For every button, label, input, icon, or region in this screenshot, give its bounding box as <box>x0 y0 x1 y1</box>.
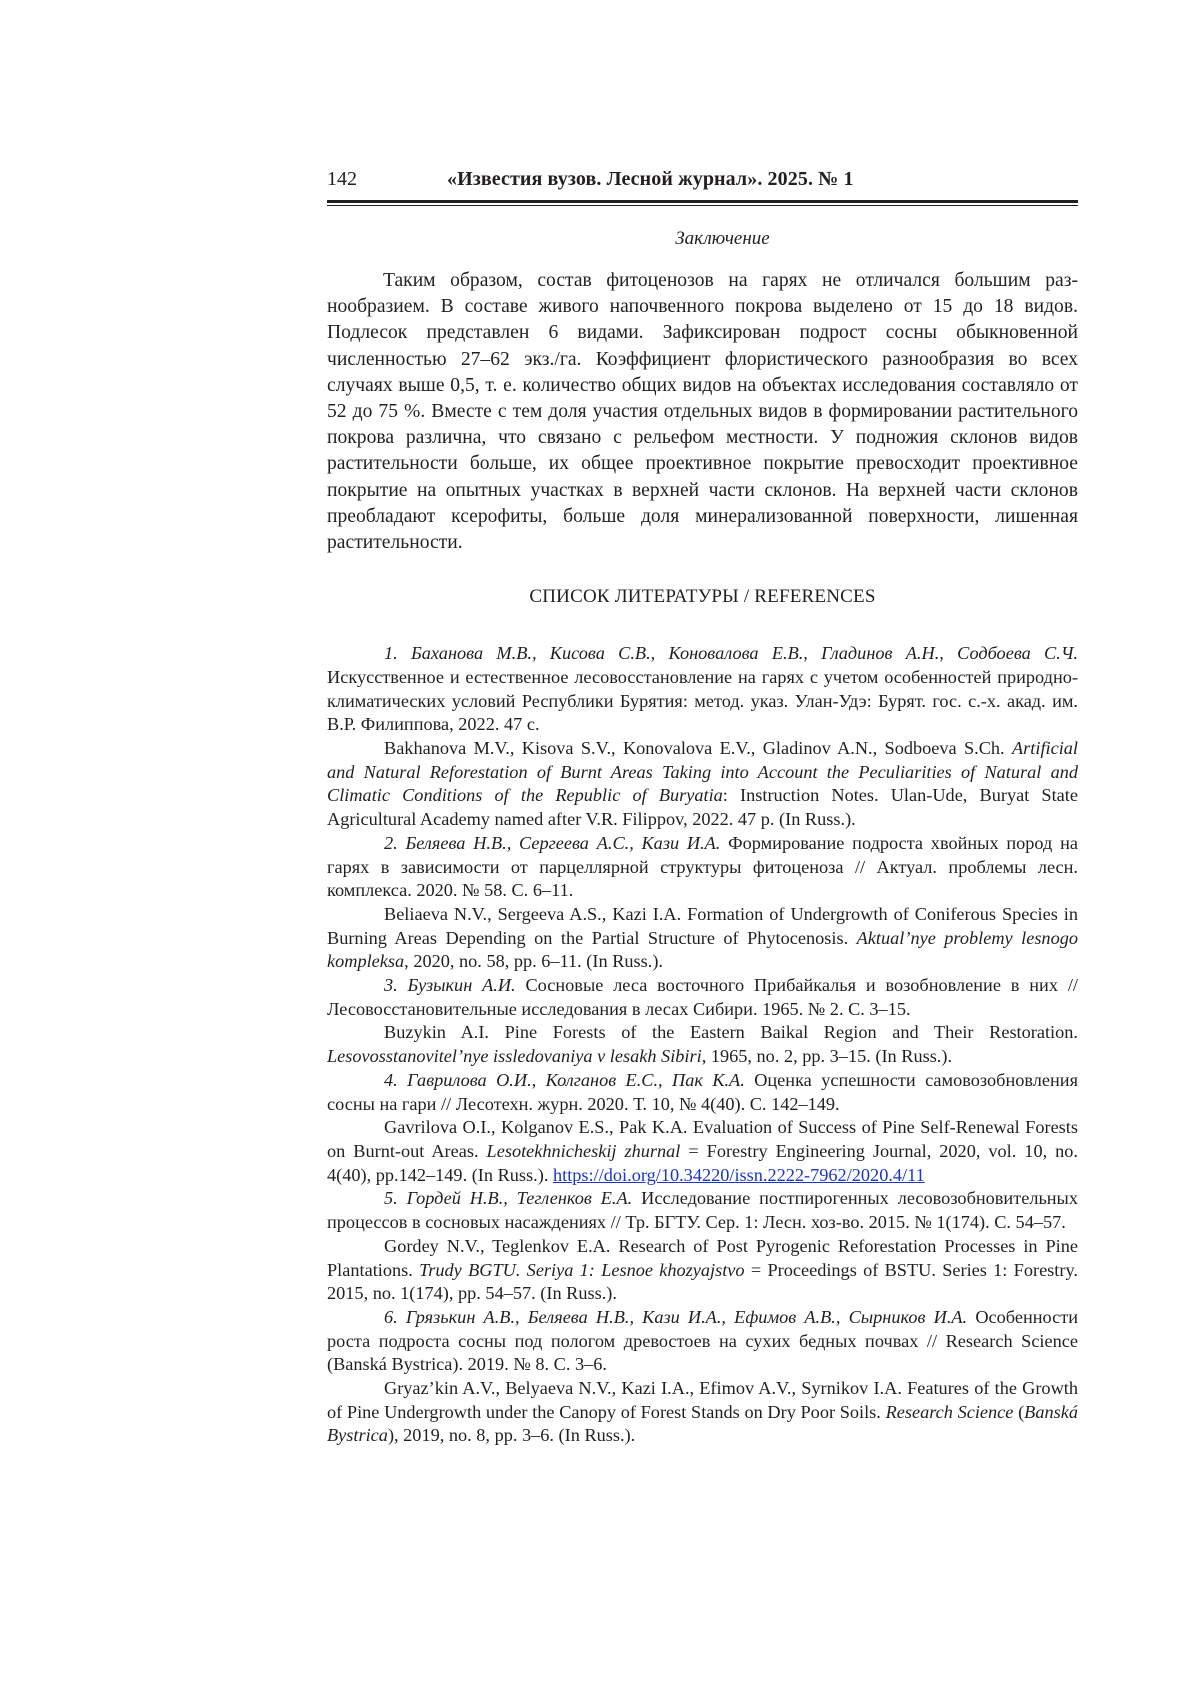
conclusion-paragraph: Таким образом, состав фитоценозов на гарях не отличался большим раз­нообразием. В составе живого напочвенного покрова выделено от 15 до 18 ви­дов. Подлесок представлен 6 видами. Зафиксирован подрост сосны обыкновен­ной численностью 27–62 экз./га. Коэффициент флористического разнообразия во всех случаях выше 0,5, т. е. количество общих видов на объектах исследо­вания составляло от 52 до 75 %. Вместе с тем доля участия отдельных видов в формировании растительного покрова различна, что связано с рельефом мест­ности. У подножия склонов видов растительности больше, их общее проектив­ное покрытие превосходит проективное покрытие на опытных участках в верх­ней части склонов. На верхней части склонов преобладают ксерофиты, больше доля минерализованной поверхности, лишенная растительности. <box>327 268 1078 556</box>
reference-authors: 6. Грязькин А.В., Беляева Н.В., Кази И.А., Ефимов А.В., Сырников И.А. <box>384 1307 967 1327</box>
reference-text: Buzykin A.I. Pine Forests of the Eastern Baikal Region and Their Restoration. <box>384 1022 1078 1042</box>
reference-text: Gryaz’kin A.V., Belyaeva N.V., Kazi I.A., Efimov A.V., Syrnikov I.A. Features of the Growth of Pine Undergrowth under the Canopy of Forest Stands on Dry Poor Soils. <box>327 1378 1078 1422</box>
reference-list <box>327 642 1078 1448</box>
references-heading: СПИСОК ЛИТЕРАТУРЫ / REFERENCES <box>327 586 1078 608</box>
reference-text: Сосновые леса восточного Прибайкалья и возобновление в них // Лесовосстановительные исследования в лесах Сибири. 1965. № 2. С. 3–15. <box>327 975 1078 1019</box>
reference-text: = Proceedings of BSTU. Series 1: Forestry. 2015, no. 1(174), pp. 54–57. (In Russ.). <box>327 1260 1078 1304</box>
reference-text: Исследование постпирогенных лесовозобнови­тельных процессов в сосновых насаждениях // Тр. БГТУ. Сер. 1: Лесн. хоз-во. 2015. № 1(174). С. 54–57. <box>327 1188 1078 1232</box>
reference-2-ru <box>327 832 1078 903</box>
reference-text: : Instruction Notes. Ulan-Ude, Buryat State Agricultural Academy named after V.R. Filippov, 2022. 47 p. (In Russ.). <box>327 785 1078 829</box>
reference-text: Формирование подроста хвойных пород на гарях в зависимости от парцеллярной структуры фитоценоза // Актуал. проблемы лесн. комплекса. 2020. № 58. С. 6–11. <box>327 833 1078 900</box>
reference-authors: Bakhanova M.V., Kisova S.V., Konovalova E.V., Gladinov A.N., Sodboeva S.Ch. <box>384 738 1005 758</box>
reference-4-ru <box>327 1069 1078 1116</box>
reference-title: Artificial and Natural Reforestation of Burnt Areas Taking into Account the Peculiarities of Natural and Climatic Conditions of the Republic of Buryatia <box>327 738 1078 805</box>
page-number: 142 <box>327 168 447 191</box>
reference-2-en <box>327 903 1078 974</box>
reference-text: Beliaeva N.V., Sergeeva A.S., Kazi I.A. Formation of Undergrowth of Coniferous Species in Burning Areas Depending on the Partial Structure of Phytocenosis. <box>327 904 1078 948</box>
reference-3-ru <box>327 974 1078 1021</box>
reference-text: Оценка успешности самовозобновле­ния сосны на гари // Лесотехн. журн. 2020. Т. 10, № 4(40). С. 142–149. <box>327 1070 1078 1114</box>
journal-title: «Известия вузов. Лесной журнал». 2025. № 1 <box>447 168 854 191</box>
running-header <box>327 168 1078 196</box>
reference-journal: Lesotekhnicheskij zhurnal <box>487 1141 681 1161</box>
reference-6-en <box>327 1377 1078 1448</box>
reference-journal: Aktual’nye problemy lesnogo kompleksa <box>327 928 1078 972</box>
reference-3-en <box>327 1021 1078 1068</box>
reference-text: = Forestry Engineering Journal, 2020, vol. 10, no. 4(40), pp.142–149. (In Russ.). <box>327 1141 1078 1185</box>
reference-journal: Trudy BGTU. Seriya 1: Lesnoe khozyajstvo <box>419 1260 744 1280</box>
reference-text: Gordey N.V., Teglenkov E.A. Research of Post Pyrogenic Reforestation Processes in Pine Plantations. <box>327 1236 1078 1280</box>
reference-text: , 1965, no. 2, pp. 3–15. (In Russ.). <box>702 1046 952 1066</box>
reference-journal: Banská Bystrica <box>327 1402 1078 1446</box>
reference-5-en <box>327 1235 1078 1306</box>
reference-authors: 2. Беляева Н.В., Сергеева А.С., Кази И.А. <box>384 833 720 853</box>
reference-text: , 2020, no. 58, pp. 6–11. (In Russ.). <box>404 951 663 971</box>
reference-4-en <box>327 1116 1078 1187</box>
reference-text: ), 2019, no. 8, pp. 3–6. (In Russ.). <box>388 1425 635 1445</box>
reference-6-ru <box>327 1306 1078 1377</box>
journal-page <box>327 168 1078 1448</box>
reference-authors: 1. Баханова М.В., Кисова С.В., Коновалова Е.В., Гладинов А.Н., Содбоева С.Ч. <box>384 643 1078 663</box>
header-rule-thick <box>327 200 1078 203</box>
reference-journal: Lesovosstanovitel’nye issledovaniya v lesakh Sibiri <box>327 1046 702 1066</box>
reference-authors: 4. Гаврилова О.И., Колганов Е.С., Пак К.А. <box>384 1070 745 1090</box>
reference-text: ( <box>1013 1402 1024 1422</box>
header-rule-thin <box>327 205 1078 206</box>
doi-link[interactable]: https://doi.org/10.34220/issn.2222-7962/2020.4/11 <box>553 1165 925 1185</box>
reference-5-ru <box>327 1187 1078 1234</box>
reference-1-en <box>327 737 1078 832</box>
reference-text: Особенности роста подроста сосны под пологом древостоев на сухих бедных почвах // Research Science (Banská Bystrica). 2019. № 8. С. 3–6. <box>327 1307 1078 1374</box>
reference-text: Gavrilova O.I., Kolganov E.S., Pak K.A. Evaluation of Success of Pine Self-Renewal Forests on Burnt-out Areas. <box>327 1117 1078 1161</box>
reference-1-ru <box>327 642 1078 737</box>
reference-journal: Research Science <box>886 1402 1014 1422</box>
reference-authors: 3. Бузыкин А.И. <box>384 975 516 995</box>
reference-authors: 5. Гордей Н.В., Тегленков Е.А. <box>384 1188 632 1208</box>
conclusion-heading: Заключение <box>367 228 1078 250</box>
reference-text: Искусственное и естественное лесовосстановление на гарях с учетом особенностей природно-климатических условий Республики Бурятия: метод. указ. Улан-Удэ: Бурят. гос. с.-х. акад. им. В.Р. Филиппова, 2022. 47 с. <box>327 667 1078 734</box>
